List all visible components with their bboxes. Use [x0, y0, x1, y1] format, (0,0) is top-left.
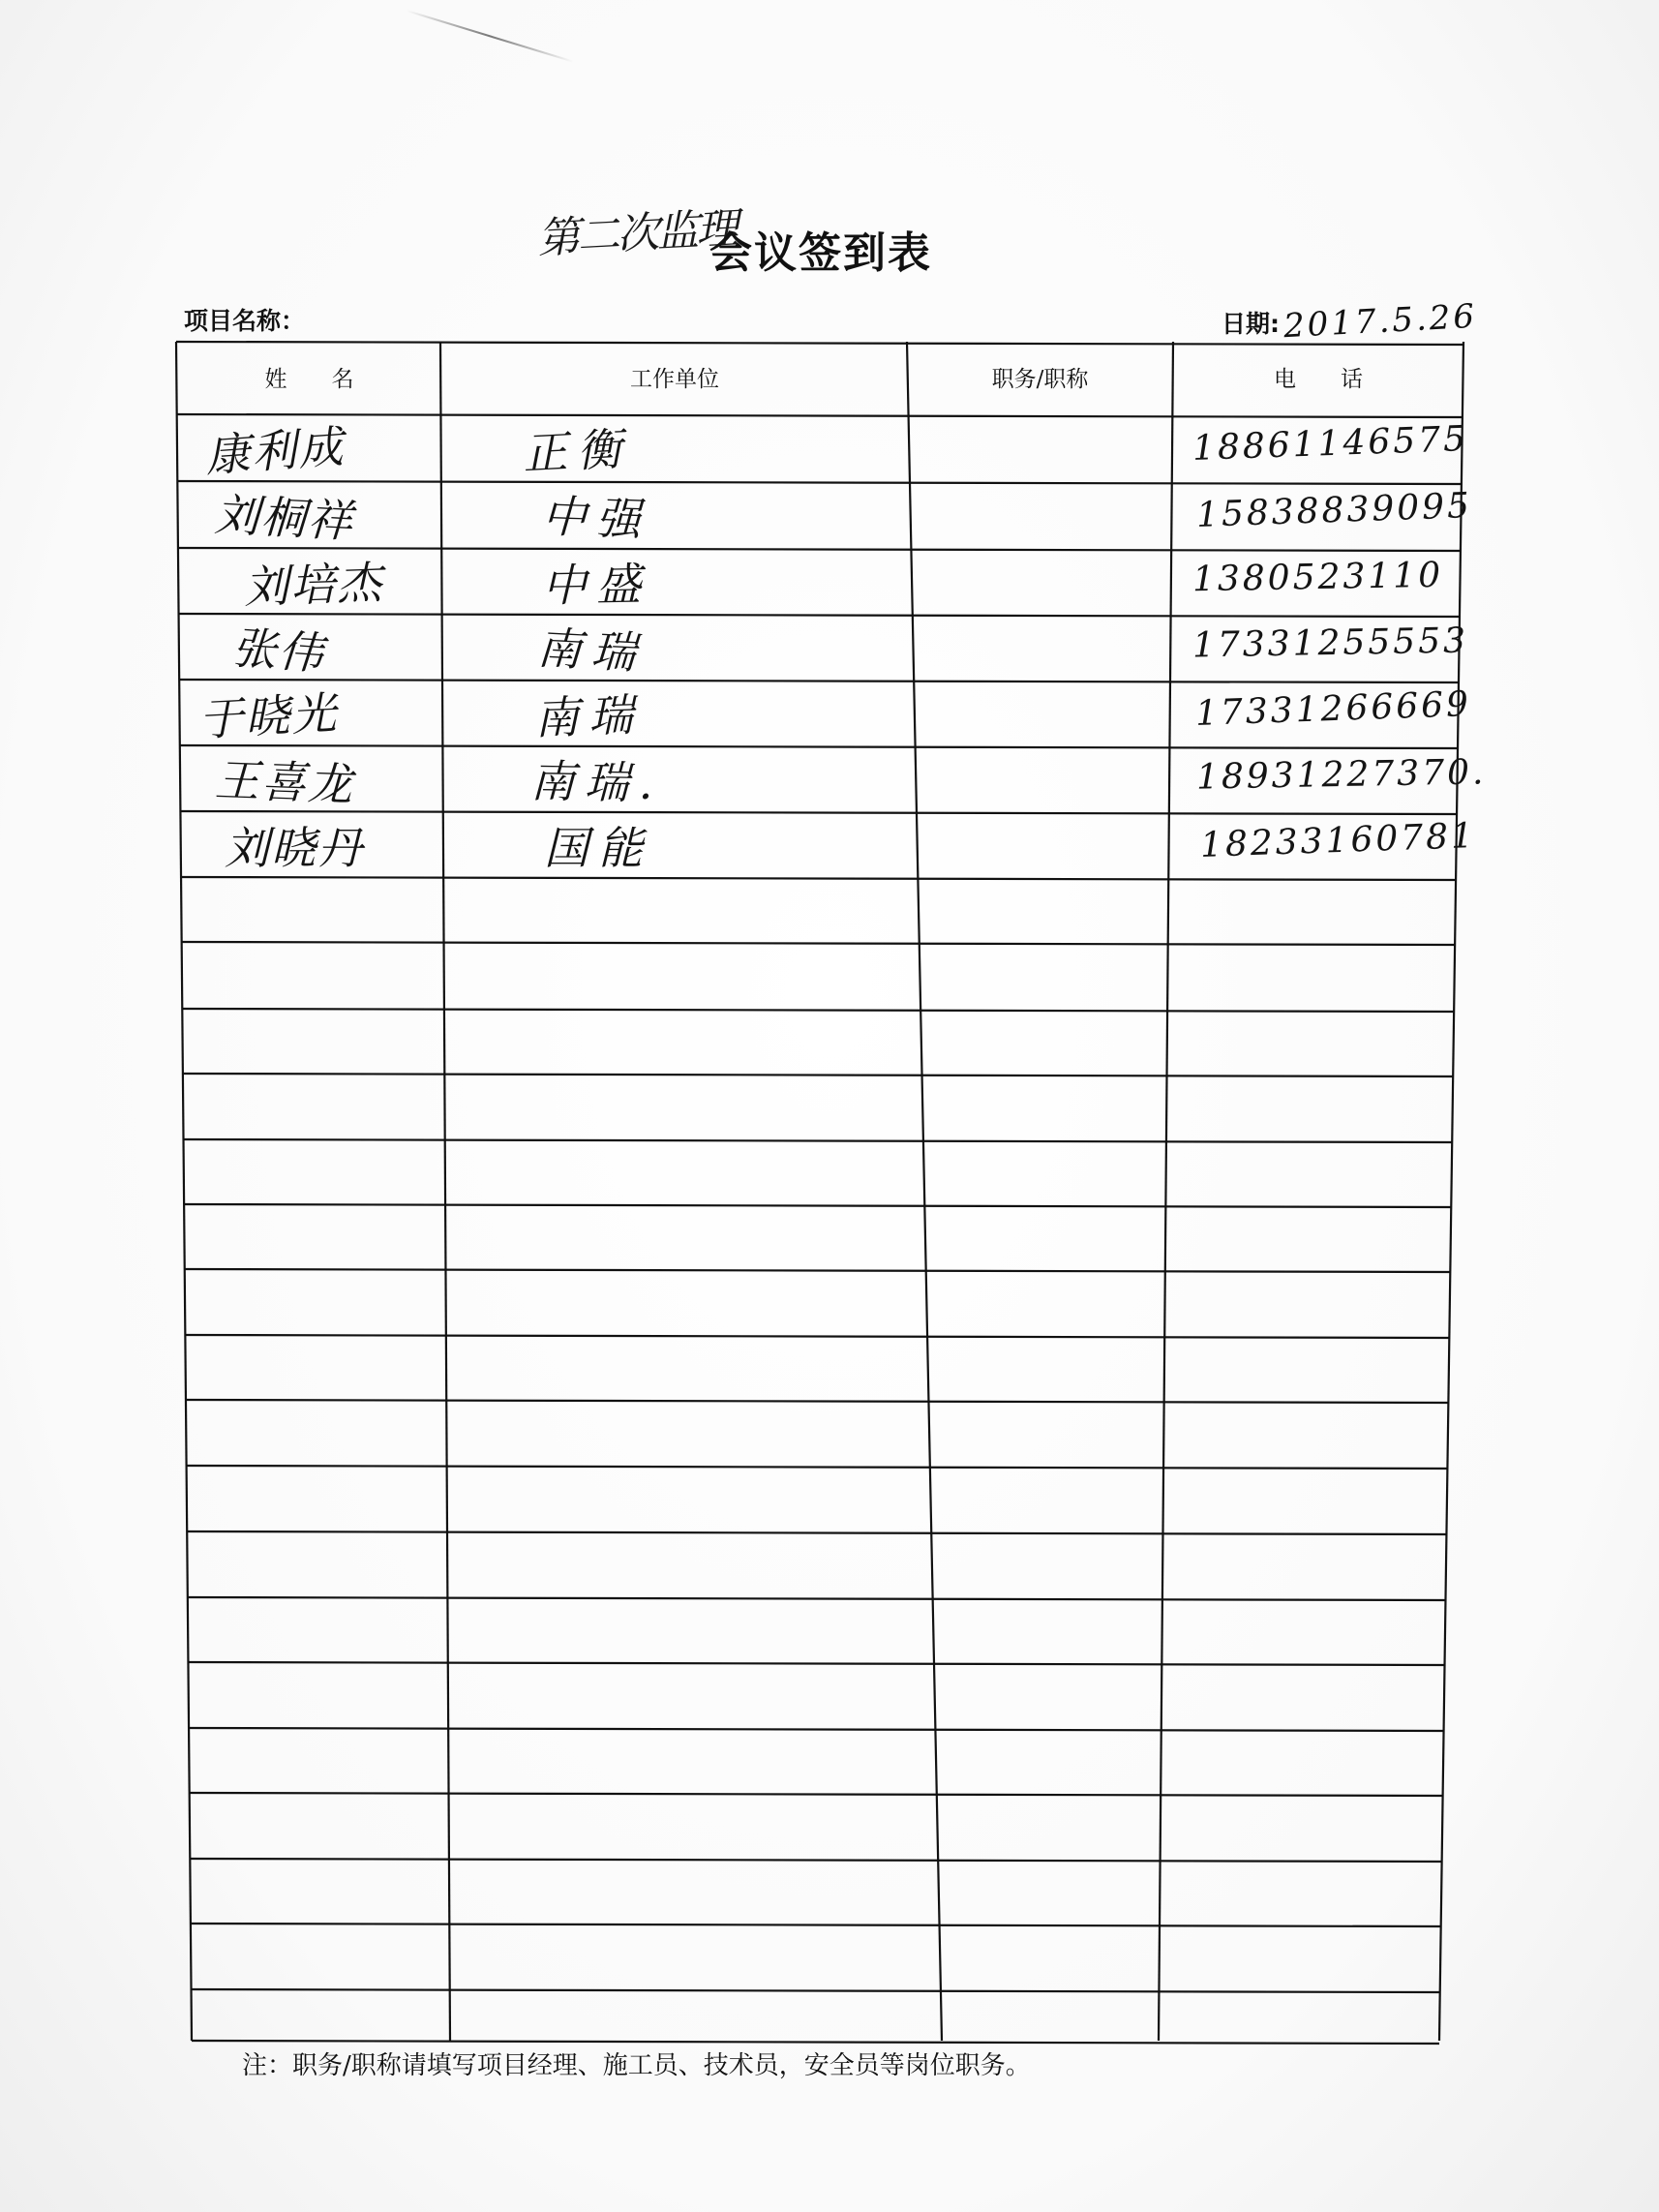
date-label: 日期: — [1222, 310, 1280, 338]
signature-phone: 1380523110 — [1191, 555, 1444, 600]
signature-name: 康利成 — [203, 420, 347, 482]
signature-work-unit: 国能 — [544, 822, 652, 874]
header-phone: 电 话 — [1274, 367, 1363, 392]
signature-work-unit: 南瑞 — [535, 621, 648, 680]
signature-work-unit: 南瑞 — [533, 688, 645, 744]
date-value-handwritten: 2017.5.26 — [1282, 296, 1478, 347]
signature-work-unit: 南瑞. — [529, 754, 664, 810]
signature-work-unit: 正衡 — [521, 422, 633, 480]
header-work-unit: 工作单位 — [630, 367, 719, 392]
signature-phone: 18861146575 — [1191, 419, 1469, 469]
title-printed-part: 会议签到表 — [709, 228, 932, 278]
signature-work-unit: 中强 — [540, 490, 651, 546]
header-position-title: 职务/职称 — [991, 367, 1089, 392]
project-name-label: 项目名称： — [184, 307, 306, 335]
signature-name: 王喜龙 — [213, 753, 355, 811]
signature-name: 刘培杰 — [243, 556, 385, 614]
signature-phone: 17331266669 — [1194, 684, 1472, 734]
signature-name: 刘晓丹 — [225, 822, 364, 874]
title-handwritten-part: 第二次监理 — [536, 203, 738, 264]
signature-work-unit: 中盛 — [541, 558, 651, 612]
signature-phone: 18233160781 — [1199, 816, 1477, 865]
signature-phone: 15838839095 — [1195, 486, 1473, 535]
signature-phone: 17331255553 — [1191, 621, 1469, 666]
signature-phone: 18931227370. — [1195, 752, 1487, 798]
signature-name: 张伟 — [230, 621, 327, 681]
footnote: 注：职务/职称请填写项目经理、施工员、技术员，安全员等岗位职务。 — [242, 2051, 1031, 2080]
signature-name: 于晓光 — [196, 686, 340, 746]
signature-name: 刘桐祥 — [213, 488, 356, 548]
header-name: 姓 名 — [264, 367, 354, 392]
